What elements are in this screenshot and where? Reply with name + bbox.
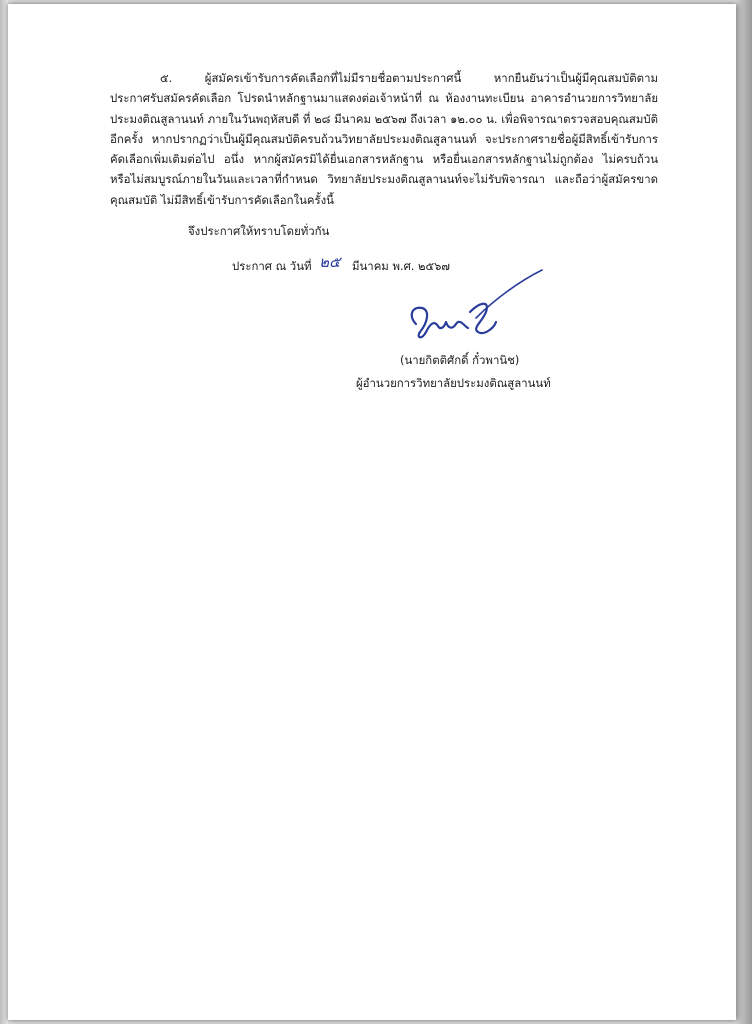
paragraph-line: ประกาศรับสมัครคัดเลือก โปรดนำหลักฐานมาแสดงต่อเจ้าหน้าที่ ณ ห้องงานทะเบียน อาคารอำนวยการวิทยาลัย <box>110 91 658 106</box>
signer-name: (นายกิตติศักดิ์ กั๋วพานิช) <box>400 353 520 367</box>
announcement-line: จึงประกาศให้ทราบโดยทั่วกัน <box>188 224 330 238</box>
paragraph-line: ประมงติณสูลานนท์ ภายในวันพฤหัสบดี ที่ ๒๘ มีนาคม ๒๕๖๗ ถึงเวลา ๑๒.๐๐ น. เพื่อพิจารณาตรวจสอบคุณสมบัติ <box>110 111 658 126</box>
paragraph-line: คัดเลือกเพิ่มเติมต่อไป อนึ่ง หากผู้สมัครมิได้ยื่นเอกสารหลักฐาน หรือยื่นเอกสารหลักฐานไม่ถูกต้อง ไม่ครบถ้วน <box>110 152 658 167</box>
scan-border-left <box>0 0 8 1024</box>
signer-title: ผู้อำนวยการวิทยาลัยประมงติณสูลานนท์ <box>356 376 551 390</box>
date-prefix: ประกาศ ณ วันที่ <box>232 259 312 273</box>
paragraph-line: หรือไม่สมบูรณ์ภายในวันและเวลาที่กำหนด วิทยาลัยประมงติณสูลานนท์จะไม่รับพิจารณา และถือว่าผู้สมัครขาด <box>110 172 658 187</box>
date-suffix: มีนาคม พ.ศ. ๒๕๖๗ <box>352 259 450 273</box>
handwritten-signature-icon <box>398 266 548 346</box>
paragraph-line: ๕. ผู้สมัครเข้ารับการคัดเลือกที่ไม่มีรายชื่อตามประกาศนี้ หากยืนยันว่าเป็นผู้มีคุณสมบัติตาม <box>160 71 658 85</box>
handwritten-day: ๒๕ <box>319 253 341 271</box>
scan-border-right <box>736 0 752 1024</box>
paragraph-clause-5 <box>110 68 658 210</box>
paragraph-line: คุณสมบัติ ไม่มีสิทธิ์เข้ารับการคัดเลือกในครั้งนี้ <box>110 192 334 207</box>
paragraph-line: อีกครั้ง หากปรากฏว่าเป็นผู้มีคุณสมบัติครบถ้วนวิทยาลัยประมงติณสูลานนท์ จะประกาศรายชื่อผู้มีสิทธิ์เข้ารับการ <box>110 131 658 146</box>
document-page <box>8 4 736 1020</box>
